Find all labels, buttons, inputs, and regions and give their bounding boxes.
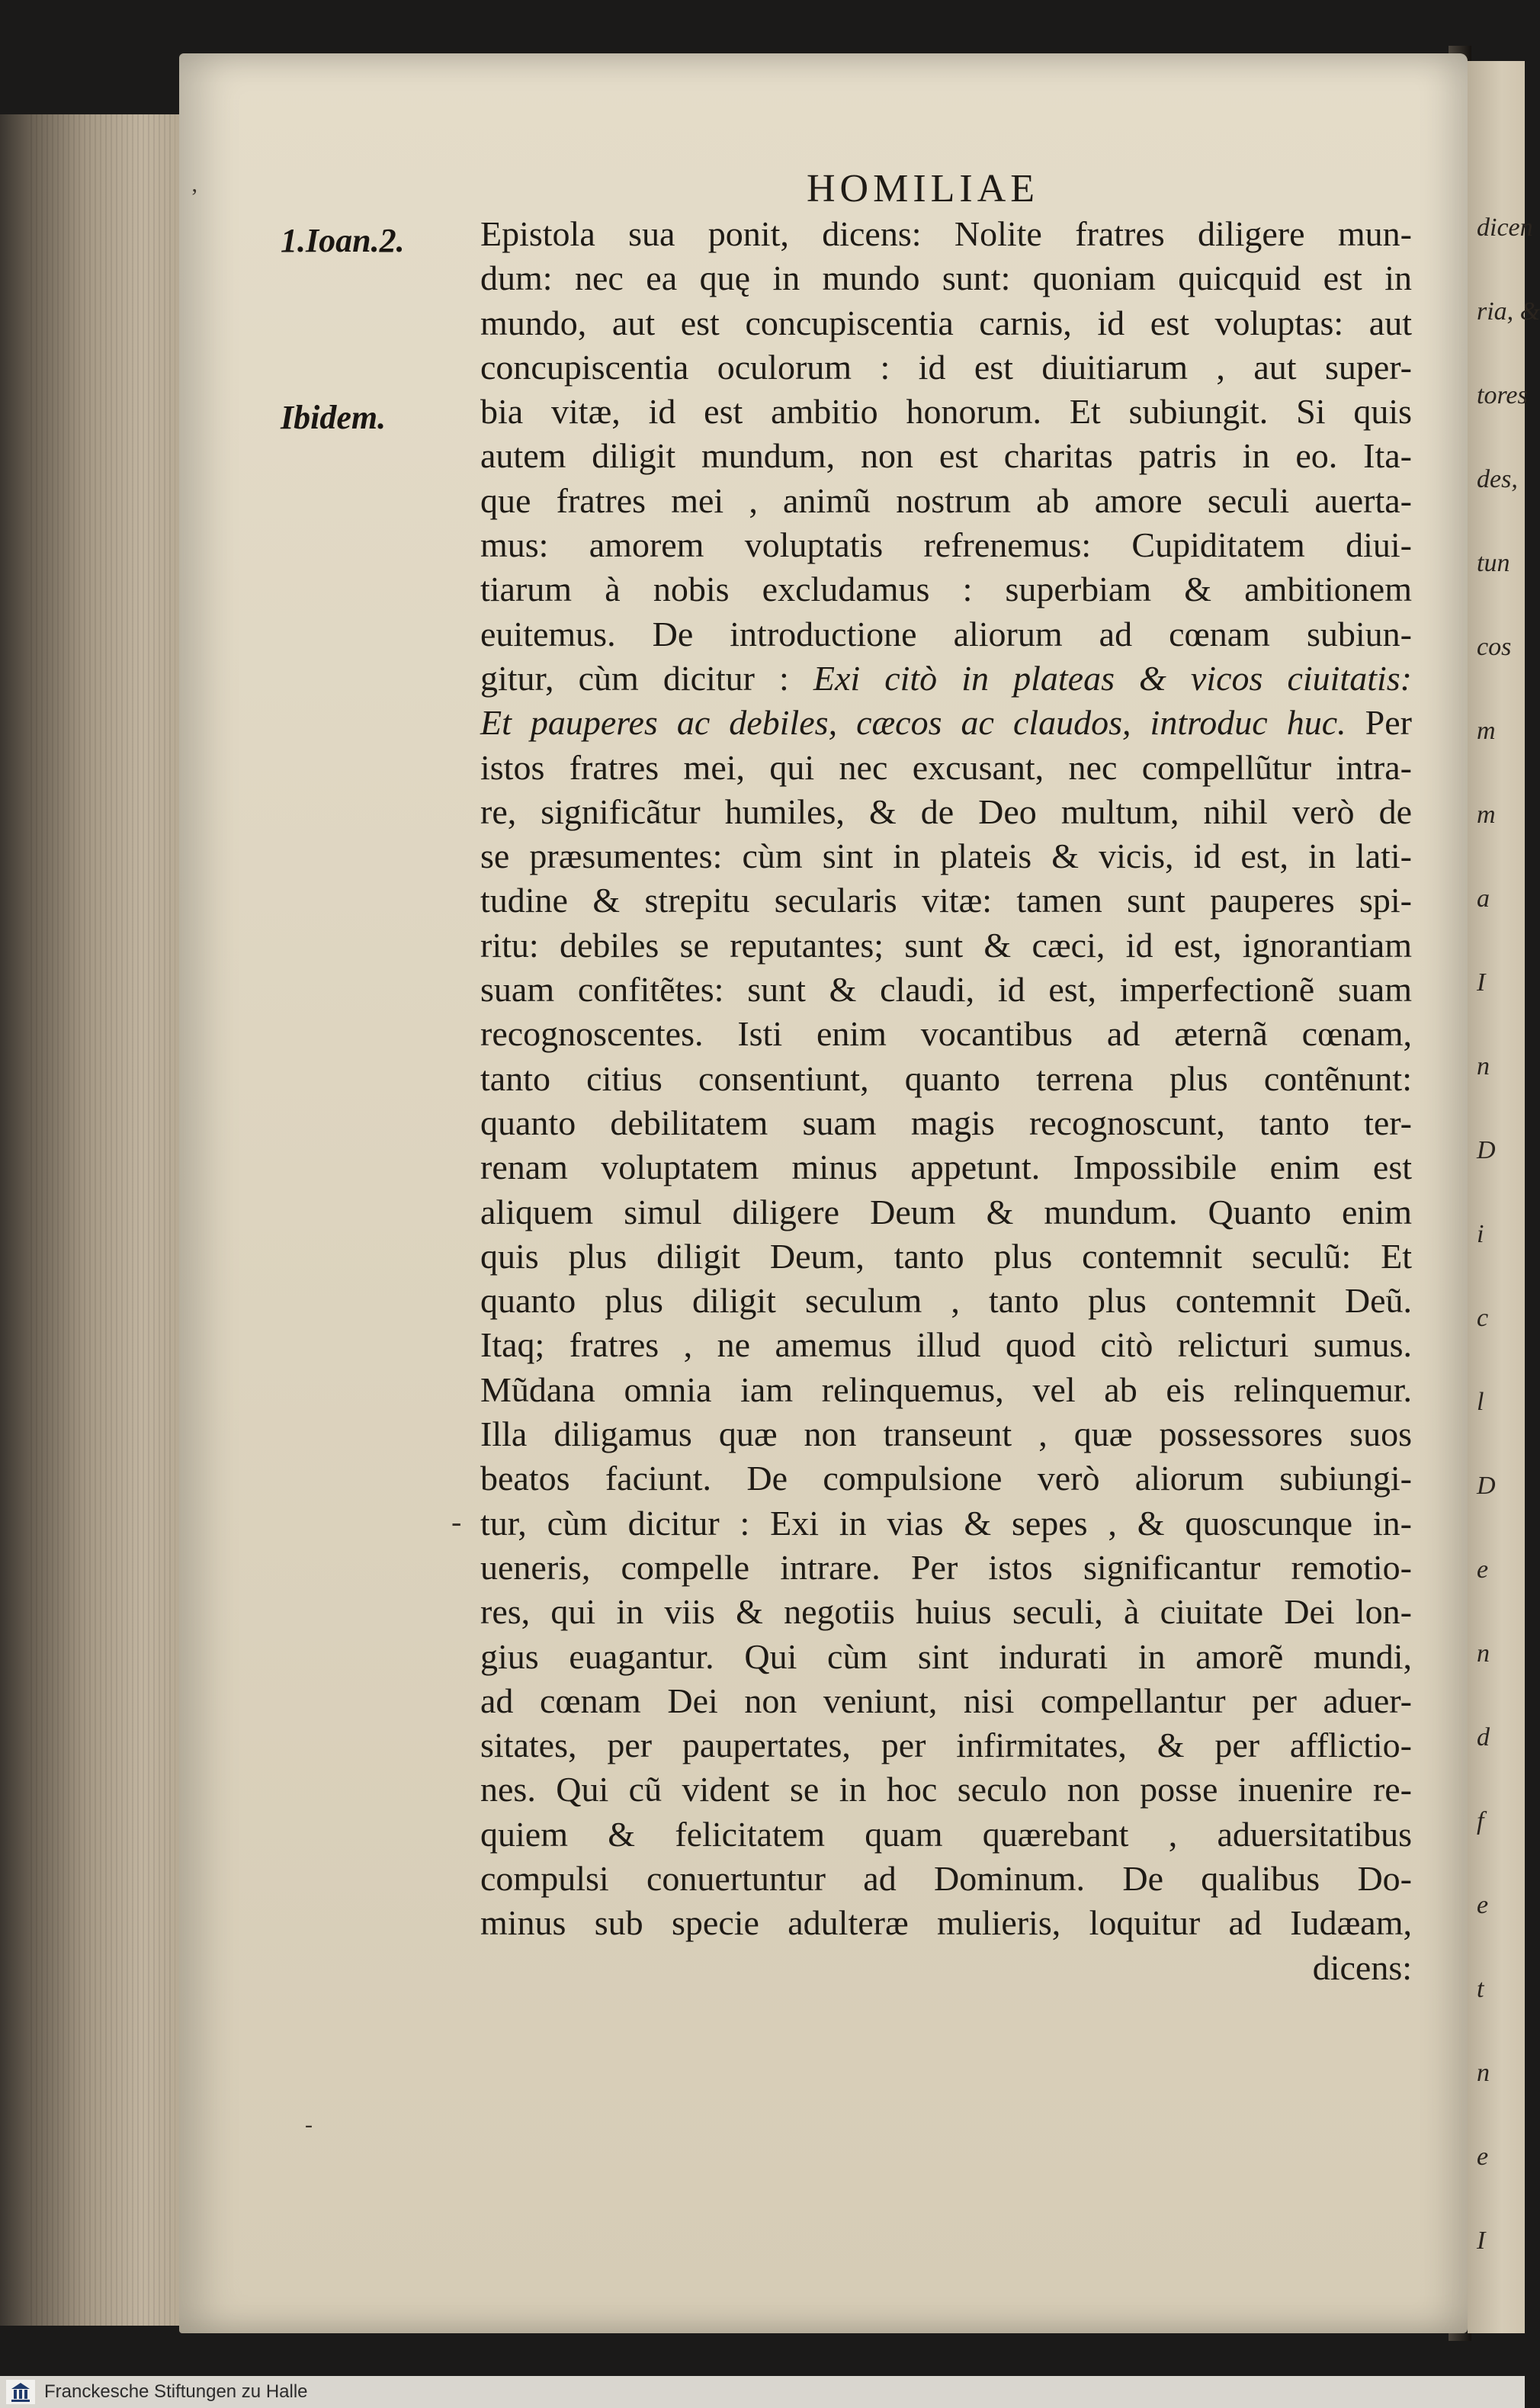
text-line: sitates, per paupertates, per infirmitates, & per afflictio- bbox=[480, 1726, 1412, 1765]
text-line: Epistola sua ponit, dicens: Nolite fratres diligere mun- bbox=[480, 214, 1412, 253]
facing-page-fragment: m bbox=[1477, 801, 1496, 829]
facing-page-fragment: ria, & bbox=[1477, 297, 1540, 326]
book-page-edges bbox=[0, 114, 191, 2326]
text-line: ritu: debiles se reputantes; sunt & cæci, id est, ignorantiam bbox=[480, 925, 1412, 965]
facing-page-fragment: I bbox=[1477, 2227, 1486, 2255]
marginal-note-1: 1.Ioan.2. bbox=[281, 222, 405, 259]
text-line: quanto debilitatem suam magis recognoscunt, tanto ter- bbox=[480, 1103, 1412, 1142]
text-line: aliquem simul diligere Deum & mundum. Quanto enim bbox=[480, 1192, 1412, 1231]
marginal-note-2: Ibidem. bbox=[281, 399, 387, 436]
facing-page-fragment: D bbox=[1477, 1472, 1496, 1500]
text-line: istos fratres mei, qui nec excusant, nec compellũtur intra- bbox=[480, 747, 1412, 787]
text-line: tanto citius consentiunt, quanto terrena plus contẽnunt: bbox=[480, 1058, 1412, 1098]
text-line: recognoscentes. Isti enim vocantibus ad æternã cœnam, bbox=[480, 1014, 1412, 1054]
text-line: euitemus. De introductione aliorum ad cœnam subiun- bbox=[480, 614, 1412, 653]
footer-bar bbox=[0, 2376, 1525, 2408]
footer-label: Franckesche Stiftungen zu Halle bbox=[44, 2381, 308, 2402]
text-line: que fratres mei , animũ nostrum ab amore seculi auerta- bbox=[480, 480, 1412, 520]
facing-page-fragment: a bbox=[1477, 885, 1490, 913]
facing-page-fragment: n bbox=[1477, 1639, 1490, 1668]
facing-page-fragment: c bbox=[1477, 1304, 1489, 1332]
text-line: tudine & strepitu secularis vitæ: tamen sunt pauperes spi- bbox=[480, 881, 1412, 920]
text-line: gius euagantur. Qui cùm sint indurati in amorẽ mundi, bbox=[480, 1636, 1412, 1676]
facing-page-fragment: i bbox=[1477, 1220, 1484, 1248]
text-line: minus sub specie adulteræ mulieris, loquitur ad Iudæam, bbox=[480, 1903, 1412, 1943]
margin-mark-bottom: - bbox=[305, 2112, 313, 2137]
text-line: Illa diligamus quæ non transeunt , quæ possessores suos bbox=[480, 1414, 1412, 1454]
text-line: suam confitẽtes: sunt & claudi, id est, imperfectionẽ suam bbox=[480, 970, 1412, 1010]
facing-page-fragment: des, bbox=[1477, 465, 1518, 493]
facing-page-fragment: d bbox=[1477, 1723, 1490, 1751]
running-head: HOMILIAE bbox=[807, 167, 1040, 210]
facing-page-fragment: l bbox=[1477, 1388, 1484, 1416]
text-line: mus: amorem voluptatis refrenemus: Cupiditatem diui- bbox=[480, 525, 1412, 565]
facing-page-fragment: dicen bbox=[1477, 214, 1533, 242]
facing-page-fragment: e bbox=[1477, 1891, 1489, 1919]
text-line: tiarum à nobis excludamus : superbiam & ambitionem bbox=[480, 570, 1412, 609]
text-line: res, qui in viis & negotiis huius seculi, à ciuitate Dei lon- bbox=[480, 1592, 1412, 1632]
text-line: compulsi conuertuntur ad Dominum. De qualibus Do- bbox=[480, 1858, 1412, 1898]
text-line: quanto plus diligit seculum , tanto plus contemnit Deũ. bbox=[480, 1281, 1412, 1321]
facing-page-fragment: n bbox=[1477, 2059, 1490, 2087]
text-line: mundo, aut est concupiscentia carnis, id est voluptas: aut bbox=[480, 303, 1412, 342]
text-line: re, significãtur humiles, & de Deo multum, nihil verò de bbox=[480, 791, 1412, 831]
institution-logo-icon bbox=[6, 2380, 35, 2404]
facing-page-fragment: t bbox=[1477, 1975, 1484, 2003]
facing-page-fragment: e bbox=[1477, 1556, 1489, 1584]
text-line: quis plus diligit Deum, tanto plus contemnit seculũ: Et bbox=[480, 1236, 1412, 1276]
facing-page-fragment: n bbox=[1477, 1052, 1490, 1080]
facing-page-fragment: e bbox=[1477, 2143, 1489, 2171]
facing-page-fragment: tun bbox=[1477, 549, 1510, 577]
text-line: beatos faciunt. De compulsione verò aliorum subiungi- bbox=[480, 1459, 1412, 1498]
facing-page-sliver bbox=[1468, 61, 1540, 2333]
text-line: nes. Qui cũ vident se in hoc seculo non posse inuenire re- bbox=[480, 1770, 1412, 1809]
text-line: Et pauperes ac debiles, cæcos ac claudos, introduc huc. Per bbox=[480, 703, 1412, 743]
text-line: se præsumentes: cùm sint in plateis & vicis, id est, in lati- bbox=[480, 836, 1412, 876]
facing-page-fragment: I bbox=[1477, 968, 1486, 997]
text-line: gitur, cùm dicitur : Exi citò in plateas & vicos ciuitatis: bbox=[480, 658, 1412, 698]
facing-page-fragment: tores bbox=[1477, 381, 1528, 409]
text-line: Mũdana omnia iam relinquemus, vel ab eis relinquemur. bbox=[480, 1369, 1412, 1409]
text-line: renam voluptatem minus appetunt. Impossibile enim est bbox=[480, 1148, 1412, 1187]
text-line: autem diligit mundum, non est charitas patris in eo. Ita- bbox=[480, 436, 1412, 476]
text-line: dum: nec ea quę in mundo sunt: quoniam quicquid est in bbox=[480, 258, 1412, 298]
text-line: concupiscentia oculorum : id est diuitiarum , aut super- bbox=[480, 347, 1412, 387]
facing-page-fragment: m bbox=[1477, 717, 1496, 745]
margin-dash: - bbox=[451, 1504, 462, 1539]
text-line: bia vitæ, id est ambitio honorum. Et subiungit. Si quis bbox=[480, 392, 1412, 432]
text-line: Itaq; fratres , ne amemus illud quod citò relicturi sumus. bbox=[480, 1325, 1412, 1365]
margin-mark-top: ʼ bbox=[191, 185, 198, 210]
text-line: tur, cùm dicitur : Exi in vias & sepes , & quoscunque in- bbox=[480, 1503, 1412, 1543]
facing-page-fragment: cos bbox=[1477, 633, 1512, 661]
facing-page-fragment: f bbox=[1477, 1807, 1484, 1835]
text-line: ueneris, compelle intrare. Per istos significantur remotio- bbox=[480, 1547, 1412, 1587]
text-line: dicens: bbox=[1312, 1947, 1412, 1987]
facing-page-fragment: D bbox=[1477, 1136, 1496, 1164]
text-line: ad cœnam Dei non veniunt, nisi compellantur per aduer- bbox=[480, 1681, 1412, 1720]
body-text bbox=[480, 212, 1412, 1990]
text-line: quiem & felicitatem quam quærebant , aduersitatibus bbox=[480, 1814, 1412, 1854]
